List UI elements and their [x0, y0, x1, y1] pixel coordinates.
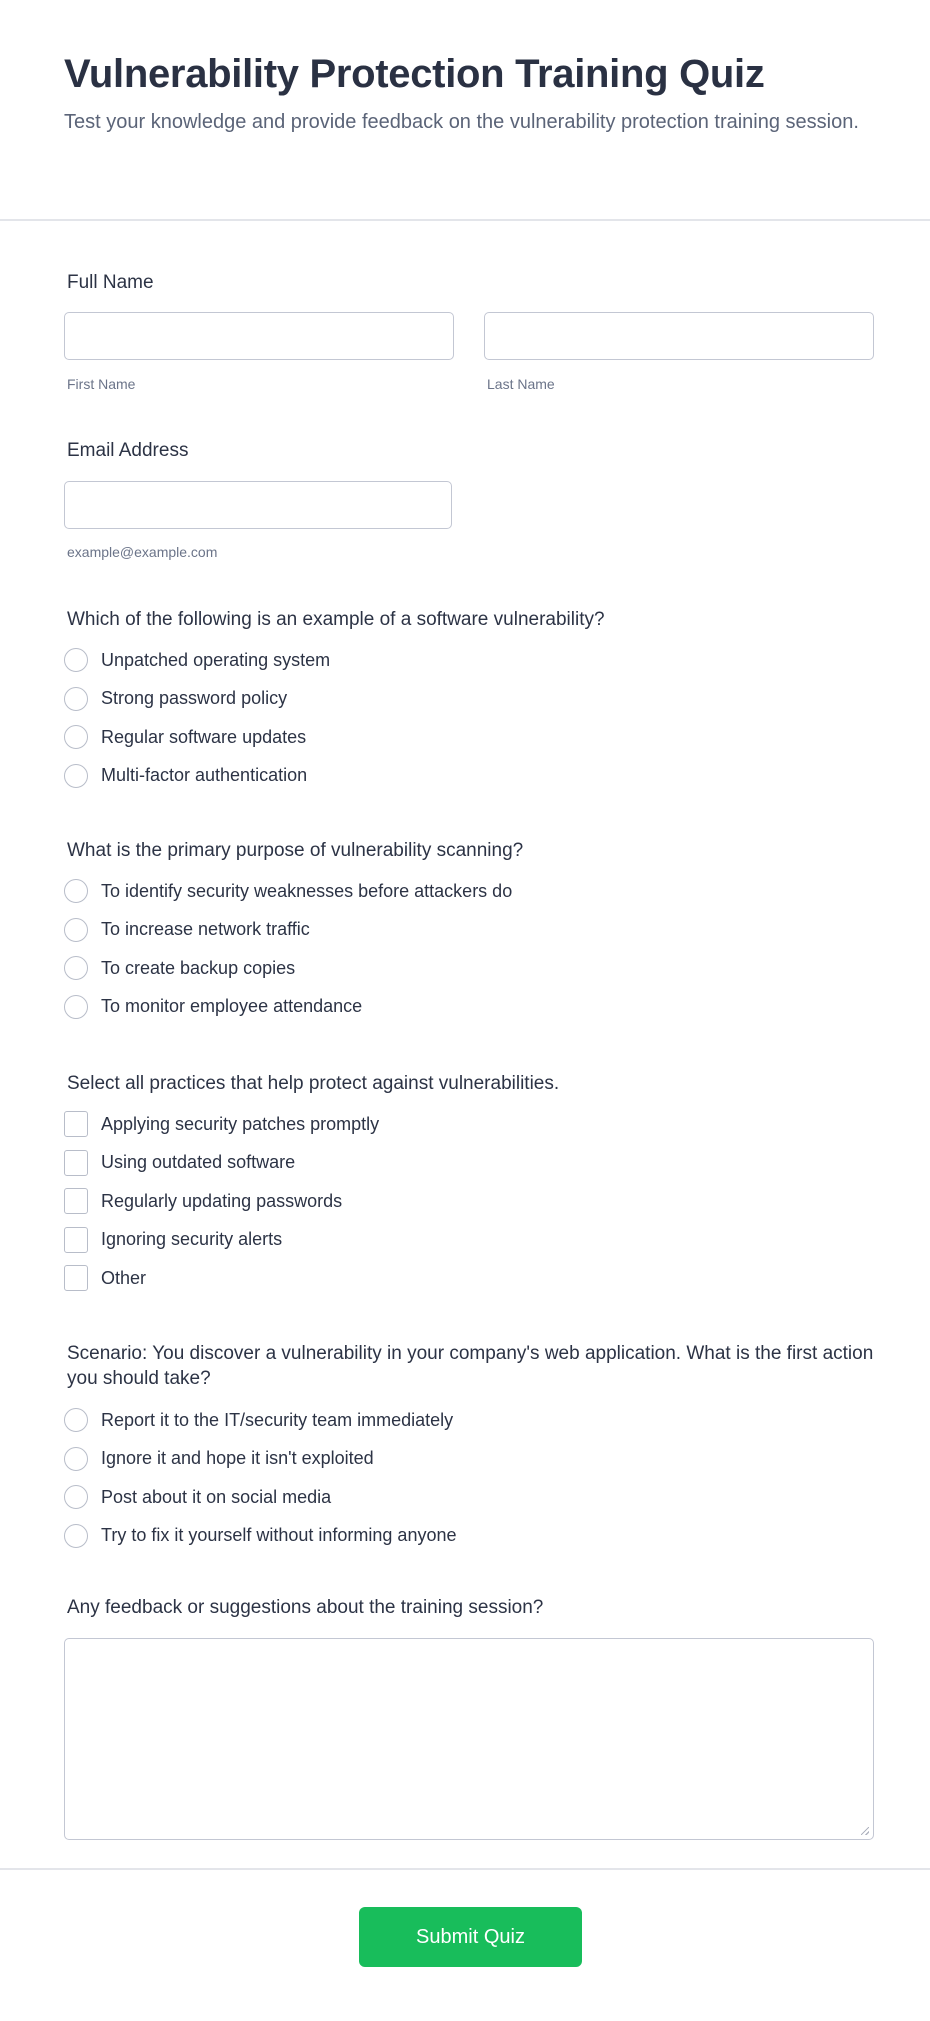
radio-button[interactable]: [64, 1524, 88, 1548]
option-label: To create backup copies: [101, 957, 296, 978]
option-label: Applying security patches promptly: [101, 1113, 380, 1134]
option-label: Unpatched operating system: [101, 649, 331, 670]
question-4-options: [64, 1401, 456, 1555]
question-1-label: Which of the following is an example of a software vulnerability?: [67, 609, 605, 630]
option-label: Strong password policy: [101, 688, 288, 709]
radio-button[interactable]: [64, 879, 88, 903]
checkbox[interactable]: [64, 1227, 88, 1253]
first-name-input[interactable]: [64, 312, 454, 360]
radio-option[interactable]: [64, 1478, 456, 1517]
question-2-options: [64, 872, 512, 1026]
option-label: Multi-factor authentication: [101, 765, 308, 786]
radio-option[interactable]: [64, 911, 512, 950]
checkbox-option[interactable]: [64, 1105, 379, 1144]
option-label: Report it to the IT/security team immediately: [101, 1409, 454, 1430]
checkbox[interactable]: [64, 1188, 88, 1214]
option-label: Post about it on social media: [101, 1486, 332, 1507]
option-label: Try to fix it yourself without informing anyone: [101, 1525, 457, 1546]
question-3-options: [64, 1105, 379, 1298]
radio-button[interactable]: [64, 956, 88, 980]
checkbox-option[interactable]: [64, 1259, 379, 1298]
radio-option[interactable]: [64, 680, 330, 719]
radio-option[interactable]: [64, 872, 512, 911]
checkbox-option[interactable]: [64, 1221, 379, 1260]
last-name-sublabel: Last Name: [487, 376, 555, 392]
resize-handle-icon[interactable]: [861, 1827, 869, 1835]
option-label: Regularly updating passwords: [101, 1190, 343, 1211]
radio-button[interactable]: [64, 764, 88, 788]
question-4-label: Scenario: You discover a vulnerability in your company's web application. What is the first action you should take?: [67, 1343, 874, 1389]
radio-button[interactable]: [64, 725, 88, 749]
checkbox-option[interactable]: [64, 1182, 379, 1221]
feedback-label: Any feedback or suggestions about the training session?: [67, 1597, 544, 1618]
page-subtitle: Test your knowledge and provide feedback on the vulnerability protection training session.: [64, 111, 859, 133]
footer-divider: [0, 1868, 930, 1870]
option-label: To increase network traffic: [101, 919, 310, 940]
header-divider: [0, 219, 930, 221]
feedback-textarea[interactable]: [64, 1638, 874, 1840]
option-label: Other: [101, 1267, 147, 1288]
option-label: Using outdated software: [101, 1152, 296, 1173]
radio-option[interactable]: [64, 718, 330, 757]
checkbox[interactable]: [64, 1111, 88, 1137]
radio-button[interactable]: [64, 1447, 88, 1471]
last-name-input[interactable]: [484, 312, 874, 360]
radio-option[interactable]: [64, 757, 330, 796]
checkbox-option[interactable]: [64, 1144, 379, 1183]
first-name-sublabel: First Name: [67, 376, 136, 392]
radio-option[interactable]: [64, 988, 512, 1027]
email-label: Email Address: [67, 440, 189, 461]
email-hint: example@example.com: [67, 544, 218, 560]
radio-option[interactable]: [64, 641, 330, 680]
radio-option[interactable]: [64, 1517, 456, 1556]
question-3-label: Select all practices that help protect against vulnerabilities.: [67, 1073, 560, 1094]
page-title: Vulnerability Protection Training Quiz: [64, 52, 765, 96]
option-label: Ignoring security alerts: [101, 1229, 283, 1250]
option-label: To identify security weaknesses before attackers do: [101, 880, 513, 901]
radio-option[interactable]: [64, 949, 512, 988]
radio-button[interactable]: [64, 995, 88, 1019]
radio-button[interactable]: [64, 1408, 88, 1432]
email-input[interactable]: [64, 481, 452, 529]
question-2-label: What is the primary purpose of vulnerability scanning?: [67, 840, 524, 861]
option-label: To monitor employee attendance: [101, 996, 363, 1017]
radio-button[interactable]: [64, 918, 88, 942]
option-label: Regular software updates: [101, 726, 307, 747]
radio-option[interactable]: [64, 1440, 456, 1479]
submit-quiz-button[interactable]: Submit Quiz: [359, 1907, 582, 1967]
radio-option[interactable]: [64, 1401, 456, 1440]
radio-button[interactable]: [64, 687, 88, 711]
question-1-options: [64, 641, 330, 795]
option-label: Ignore it and hope it isn't exploited: [101, 1448, 374, 1469]
radio-button[interactable]: [64, 648, 88, 672]
checkbox[interactable]: [64, 1265, 88, 1291]
radio-button[interactable]: [64, 1485, 88, 1509]
full-name-label: Full Name: [67, 272, 154, 293]
checkbox[interactable]: [64, 1150, 88, 1176]
